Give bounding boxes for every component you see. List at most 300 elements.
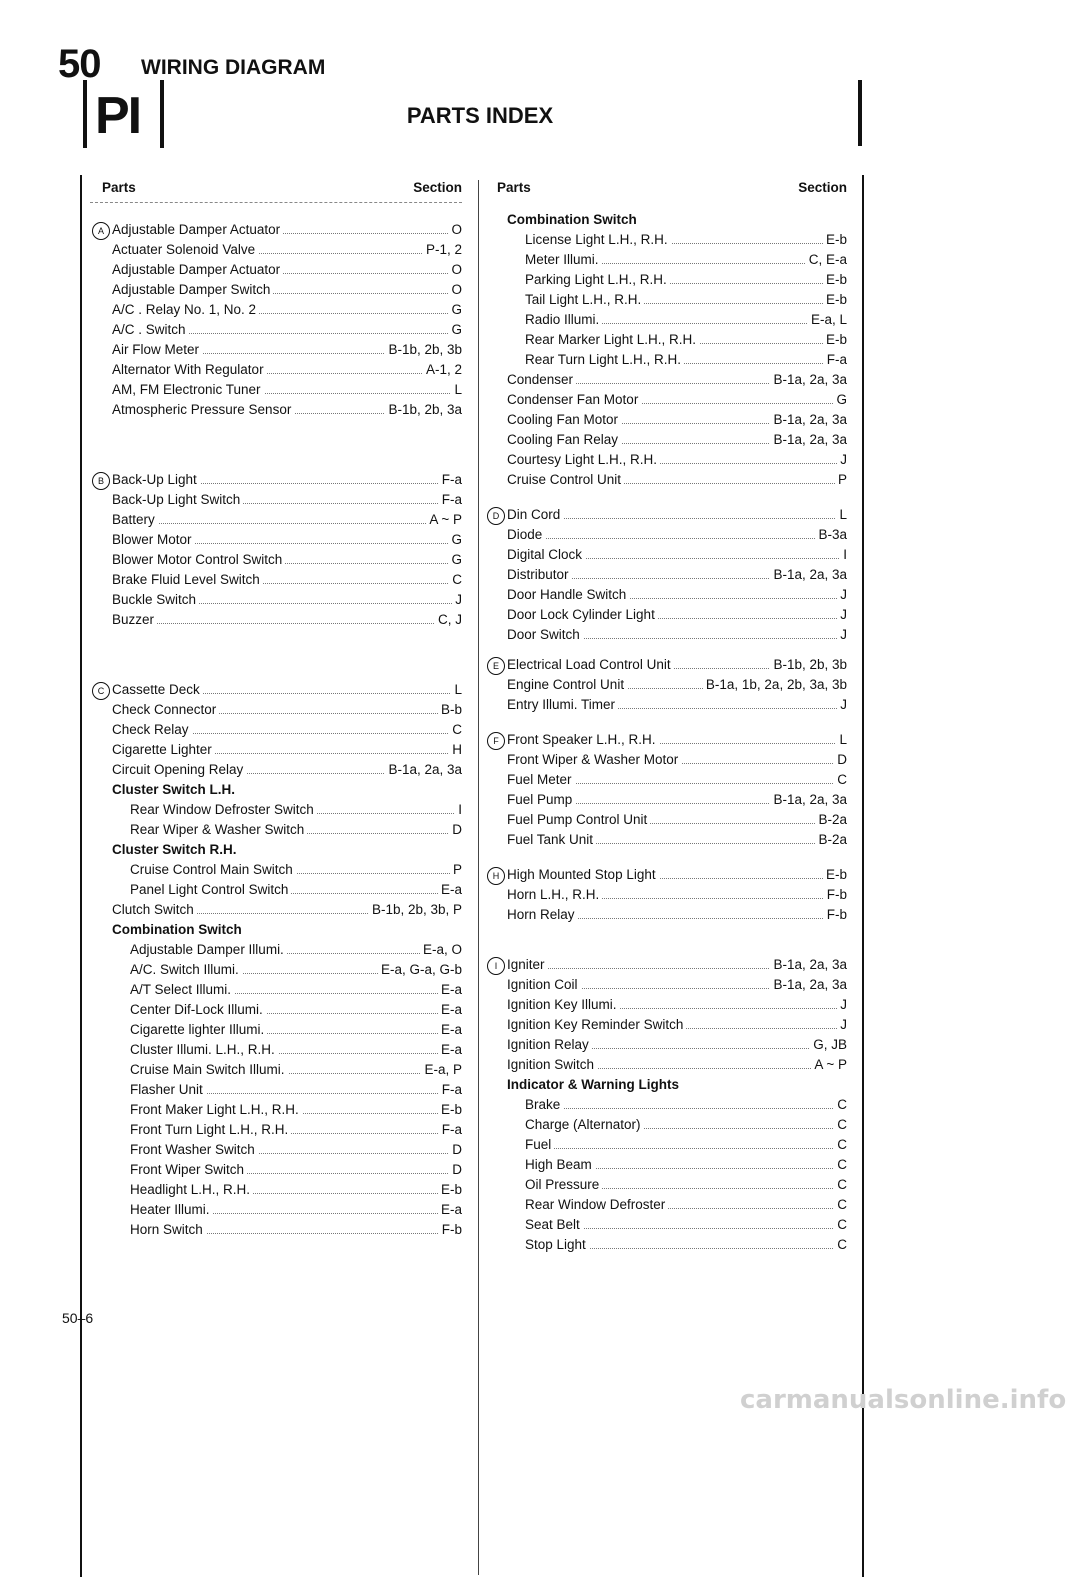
parts-index-row [492,655,847,675]
part-name: Distributor [507,565,572,585]
part-name: Combination Switch [112,920,245,940]
watermark: carmanualsonline.info [740,1385,1066,1415]
part-section: J [837,625,847,645]
parts-index-row [525,1175,847,1195]
part-name: Condenser Fan Motor [507,390,641,410]
parts-index-row [112,400,462,420]
part-section: E-a, G-a, G-b [378,960,462,980]
part-name: Engine Control Unit [507,675,627,695]
part-name: Ignition Switch [507,1055,597,1075]
part-name: Cassette Deck [112,680,203,700]
part-name: License Light L.H., R.H. [525,230,671,250]
parts-index-row [130,1040,462,1060]
parts-index-row [525,310,847,330]
part-section: G, JB [810,1035,847,1055]
parts-index-row [130,1160,462,1180]
parts-index-row [507,390,847,410]
part-name: Brake Fluid Level Switch [112,570,263,590]
leader-dots [112,623,462,624]
parts-index-row [112,360,462,380]
part-name: Fuel [525,1135,554,1155]
part-section: L [451,380,462,400]
part-section: B-2a [815,830,847,850]
parts-index-row [507,995,847,1015]
part-name: Combination Switch [507,210,640,230]
part-section: F-a [824,350,847,370]
parts-index-row [130,800,462,820]
part-section: C [834,1175,847,1195]
section-letter-circle: I [487,957,505,975]
part-name: Charge (Alternator) [525,1115,644,1135]
section-title: WIRING DIAGRAM [141,56,326,79]
part-section: A ~ P [426,510,462,530]
parts-index-row [492,865,847,885]
part-name: Cigarette lighter Illumi. [130,1020,267,1040]
part-name: Cruise Control Unit [507,470,624,490]
parts-index-row [130,1020,462,1040]
parts-index-row [112,570,462,590]
part-section: E-a, P [421,1060,462,1080]
page-title: PARTS INDEX [406,103,554,128]
part-name: Rear Turn Light L.H., R.H. [525,350,684,370]
parts-index-row [112,920,462,940]
part-section: L [836,730,847,750]
parts-index-row [507,905,847,925]
part-name: Cooling Fan Motor [507,410,621,430]
part-section: B-1b, 2b, 3b, P [369,900,462,920]
part-section: B-1b, 2b, 3b [385,340,462,360]
parts-index-row [492,505,847,525]
part-section: J [452,590,462,610]
part-name: Blower Motor Control Switch [112,550,285,570]
part-section: E-b [823,290,847,310]
parts-index-row [130,860,462,880]
part-section: F-a [439,1080,462,1100]
parts-index-row [507,585,847,605]
parts-index-row [130,1220,462,1240]
part-name: Ignition Relay [507,1035,592,1055]
part-section: B-1a, 1b, 2a, 2b, 3a, 3b [703,675,847,695]
parts-index-row [130,1000,462,1020]
part-name: Center Dif-Lock Illumi. [130,1000,266,1020]
part-name: Front Wiper Switch [130,1160,247,1180]
parts-index-row [507,1015,847,1035]
part-section: B-3a [815,525,847,545]
part-name: Battery [112,510,158,530]
parts-index-row [507,1075,847,1095]
parts-index-row [525,230,847,250]
part-name: Rear Window Defroster [525,1195,668,1215]
part-name: High Beam [525,1155,595,1175]
leader-dots [112,523,462,524]
part-name: Front Speaker L.H., R.H. [507,730,659,750]
section-letter-circle: C [92,682,110,700]
part-name: Parking Light L.H., R.H. [525,270,670,290]
parts-index-row [112,740,462,760]
part-section: B-b [438,700,462,720]
parts-index-row [525,290,847,310]
part-section: B-1a, 2a, 3a [770,975,847,995]
part-section: E-a [438,880,462,900]
part-section: F-b [824,885,847,905]
parts-index-row [112,760,462,780]
part-section: J [837,450,847,470]
parts-index-row [525,1235,847,1255]
parts-index-row [112,840,462,860]
part-name: Heater Illumi. [130,1200,213,1220]
part-name: Din Cord [507,505,563,525]
parts-index-row [507,625,847,645]
part-name: Cruise Control Main Switch [130,860,296,880]
part-name: AM, FM Electronic Tuner [112,380,264,400]
parts-index-row [130,1120,462,1140]
parts-index-row [525,330,847,350]
part-section: H [449,740,462,760]
part-name: Tail Light L.H., R.H. [525,290,644,310]
part-name: Buckle Switch [112,590,199,610]
parts-index-row [507,770,847,790]
section-letter-circle: D [487,507,505,525]
part-section: G [448,530,462,550]
part-section: O [448,280,462,300]
part-name: Cigarette Lighter [112,740,215,760]
part-name: Adjustable Damper Actuator [112,260,283,280]
parts-index-row [112,380,462,400]
part-name: Diode [507,525,545,545]
parts-index-row [507,810,847,830]
part-name: Radio Illumi. [525,310,602,330]
part-name: Condenser [507,370,576,390]
part-section: D [449,820,462,840]
part-section: J [837,605,847,625]
parts-index-row [525,1135,847,1155]
part-section: B-1a, 2a, 3a [770,790,847,810]
parts-index-row [112,900,462,920]
part-section: E-a [438,1020,462,1040]
part-section: I [455,800,462,820]
part-section: B-1b, 2b, 3b [770,655,847,675]
part-name: Front Maker Light L.H., R.H. [130,1100,302,1120]
part-name: Oil Pressure [525,1175,602,1195]
parts-index-row [130,1080,462,1100]
parts-index-row [130,820,462,840]
column-divider [478,180,479,1575]
parts-index-row [525,1115,847,1135]
part-name: Door Handle Switch [507,585,629,605]
parts-index-row [130,980,462,1000]
part-name: Fuel Meter [507,770,575,790]
parts-index-row [507,605,847,625]
parts-index-row [525,1195,847,1215]
parts-index-row [112,780,462,800]
parts-index-row [507,830,847,850]
part-name: Panel Light Control Switch [130,880,291,900]
parts-index-row [507,450,847,470]
parts-index-row [525,1215,847,1235]
parts-index-row [525,250,847,270]
parts-index-row [112,240,462,260]
part-section: F-b [439,1220,462,1240]
part-section: C [834,1235,847,1255]
frame-right-rule [862,175,864,1577]
part-section: G [448,300,462,320]
part-name: Electrical Load Control Unit [507,655,674,675]
part-name: Back-Up Light [112,470,200,490]
part-name: Air Flow Meter [112,340,202,360]
parts-index-row [97,220,462,240]
section-letter-circle: H [487,867,505,885]
part-section: F-a [439,490,462,510]
section-number: 50 [58,42,101,86]
part-section: F-a [439,470,462,490]
part-name: Clutch Switch [112,900,197,920]
parts-index-row [112,320,462,340]
part-section: E-a [438,1040,462,1060]
part-name: Adjustable Damper Actuator [112,220,283,240]
part-name: Circuit Opening Relay [112,760,246,780]
part-section: C [834,1135,847,1155]
part-name: Flasher Unit [130,1080,206,1100]
part-section: C, J [435,610,462,630]
parts-index-row [507,370,847,390]
parts-index-row [97,470,462,490]
part-section: D [834,750,847,770]
part-section: E-a [438,980,462,1000]
section-letter-circle: F [487,732,505,750]
parts-index-row [507,790,847,810]
part-name: Ignition Coil [507,975,581,995]
part-section: B-1b, 2b, 3a [385,400,462,420]
part-name: Horn L.H., R.H. [507,885,602,905]
part-section: E-b [823,230,847,250]
part-name: Ignition Key Reminder Switch [507,1015,686,1035]
part-section: C, E-a [806,250,847,270]
part-name: Actuater Solenoid Valve [112,240,258,260]
parts-index-row [525,350,847,370]
part-name: Door Switch [507,625,583,645]
parts-index-row [494,955,847,975]
parts-index-row [130,1140,462,1160]
part-name: Igniter [507,955,548,975]
part-section: D [449,1140,462,1160]
part-section: C [449,720,462,740]
part-section: A-1, 2 [423,360,462,380]
part-name: Meter Illumi. [525,250,602,270]
part-section: B-1a, 2a, 3a [770,955,847,975]
part-section: C [834,1095,847,1115]
part-name: Rear Window Defroster Switch [130,800,317,820]
right-column-header [485,180,847,202]
part-section: F-b [824,905,847,925]
parts-index-row [130,1200,462,1220]
part-section: B-2a [815,810,847,830]
section-header: Section [413,180,462,195]
parts-index-row [130,1180,462,1200]
part-name: Fuel Pump Control Unit [507,810,650,830]
part-section: C [834,1195,847,1215]
part-name: Front Wiper & Washer Motor [507,750,681,770]
part-name: Digital Clock [507,545,585,565]
part-section: F-a [439,1120,462,1140]
parts-index-row [507,1055,847,1075]
part-name: Cluster Switch R.H. [112,840,240,860]
part-name: A/C. Switch Illumi. [130,960,242,980]
part-section: D [449,1160,462,1180]
part-section: C [834,1155,847,1175]
frame-left-rule [80,175,82,1577]
part-section: E-b [823,270,847,290]
part-name: Cruise Main Switch Illumi. [130,1060,288,1080]
part-name: Fuel Tank Unit [507,830,596,850]
parts-index-row [507,885,847,905]
part-name: Front Washer Switch [130,1140,258,1160]
part-section: E-b [823,865,847,885]
parts-index-row [525,1155,847,1175]
part-section: J [837,585,847,605]
part-name: Adjustable Damper Switch [112,280,273,300]
part-name: Atmospheric Pressure Sensor [112,400,294,420]
parts-index-row [130,880,462,900]
leader-dots [525,1148,847,1149]
part-section: E-b [823,330,847,350]
part-name: Front Turn Light L.H., R.H. [130,1120,291,1140]
part-section: E-a [438,1000,462,1020]
part-section: G [833,390,847,410]
parts-index-row [493,730,847,750]
parts-index-row [97,680,462,700]
parts-index-row [507,470,847,490]
part-name: A/T Select Illumi. [130,980,234,1000]
part-name: Rear Marker Light L.H., R.H. [525,330,699,350]
part-section: G [448,320,462,340]
header-rule [90,202,462,203]
parts-header: Parts [102,180,136,195]
part-section: C [834,1215,847,1235]
part-name: High Mounted Stop Light [507,865,659,885]
part-name: Rear Wiper & Washer Switch [130,820,307,840]
parts-index-row [130,960,462,980]
parts-index-row [112,700,462,720]
parts-index-row [112,260,462,280]
part-name: Brake [525,1095,563,1115]
part-section: O [448,220,462,240]
part-name: Horn Relay [507,905,578,925]
parts-index-row [130,940,462,960]
pi-label: PI [95,87,141,145]
part-name: Door Lock Cylinder Light [507,605,658,625]
leader-dots [507,538,847,539]
parts-index-row [112,300,462,320]
parts-index-row [112,550,462,570]
parts-index-row [525,1095,847,1115]
part-name: Alternator With Regulator [112,360,267,380]
part-name: Courtesy Light L.H., R.H. [507,450,660,470]
parts-index-row [525,270,847,290]
part-name: Adjustable Damper Illumi. [130,940,287,960]
leader-dots [525,1108,847,1109]
section-letter-circle: E [487,657,505,675]
part-name: Stop Light [525,1235,589,1255]
part-section: C [449,570,462,590]
part-section: B-1a, 2a, 3a [770,410,847,430]
page-number: 50–6 [62,1310,94,1326]
part-name: Blower Motor [112,530,195,550]
parts-index-row [507,210,847,230]
parts-index-row [130,1060,462,1080]
part-name: Indicator & Warning Lights [507,1075,682,1095]
section-letter-circle: A [92,222,110,240]
part-name: Horn Switch [130,1220,206,1240]
part-name: Seat Belt [525,1215,583,1235]
part-section: L [836,505,847,525]
parts-index-row [507,430,847,450]
parts-index-row [507,525,847,545]
parts-header: Parts [497,180,531,195]
part-section: J [837,1015,847,1035]
part-name: Ignition Key Illumi. [507,995,620,1015]
parts-index-row [507,675,847,695]
parts-index-row [112,490,462,510]
part-name: Cluster Illumi. L.H., R.H. [130,1040,278,1060]
part-section: B-1a, 2a, 3a [770,430,847,450]
part-section: E-a, O [420,940,462,960]
part-section: L [451,680,462,700]
part-name: A/C . Switch [112,320,189,340]
part-section: B-1a, 2a, 3a [770,565,847,585]
part-name: Headlight L.H., R.H. [130,1180,253,1200]
part-section: P [835,470,847,490]
section-letter-circle: B [92,472,110,490]
parts-index-row [507,565,847,585]
parts-index-row [130,1100,462,1120]
part-name: Buzzer [112,610,157,630]
part-section: G [448,550,462,570]
part-section: J [837,995,847,1015]
section-header: Section [798,180,847,195]
part-section: C [834,1115,847,1135]
part-name: Back-Up Light Switch [112,490,243,510]
part-section: O [448,260,462,280]
parts-index-row [112,340,462,360]
parts-index-row [112,530,462,550]
part-section: E-a, L [808,310,847,330]
part-name: Check Relay [112,720,192,740]
parts-index-row [507,545,847,565]
parts-index-row [507,695,847,715]
parts-index-row [112,720,462,740]
part-section: E-a [438,1200,462,1220]
part-name: Entry Illumi. Timer [507,695,618,715]
part-name: Check Connector [112,700,219,720]
parts-index-row [112,280,462,300]
part-section: E-b [438,1180,462,1200]
part-name: Fuel Pump [507,790,575,810]
part-name: Cooling Fan Relay [507,430,621,450]
parts-index-row [112,610,462,630]
part-name: A/C . Relay No. 1, No. 2 [112,300,259,320]
part-section: B-1a, 2a, 3a [385,760,462,780]
parts-index-row [507,1035,847,1055]
parts-index-row [112,510,462,530]
parts-index-row [507,750,847,770]
parts-index-row [112,590,462,610]
part-section: P [450,860,462,880]
part-section: I [840,545,847,565]
parts-index-row [507,410,847,430]
part-section: A ~ P [811,1055,847,1075]
part-section: J [837,695,847,715]
left-column-header [90,180,462,202]
